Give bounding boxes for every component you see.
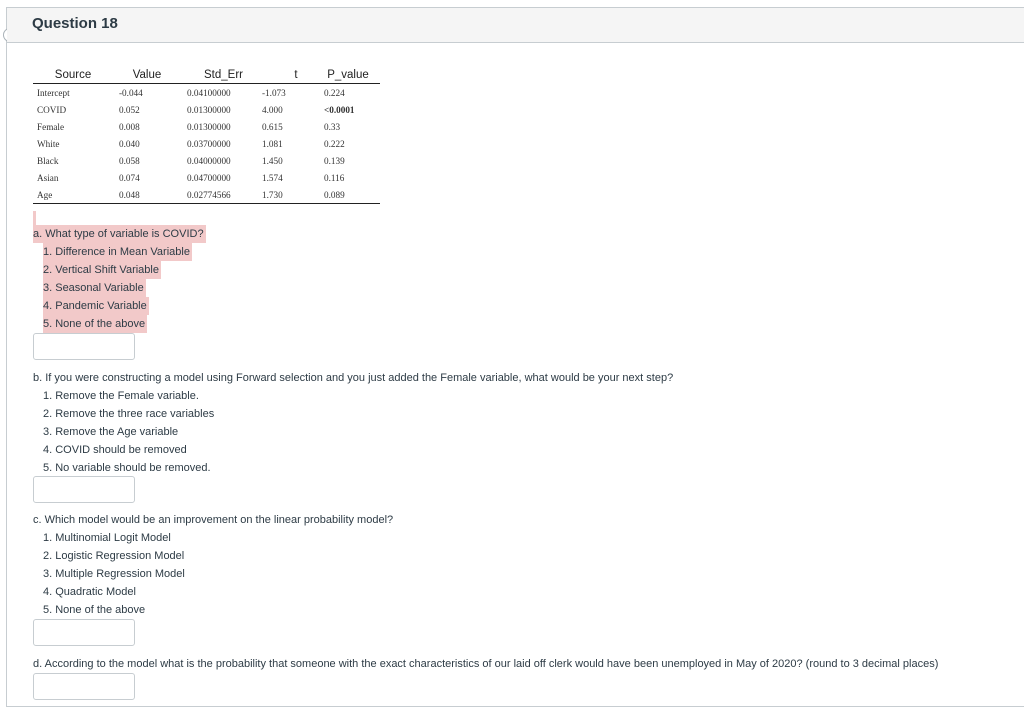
- table-cell: Black: [37, 155, 59, 166]
- table-cell: 0.03700000: [187, 138, 231, 149]
- table-row: [33, 101, 380, 118]
- part-a-option-line: [33, 243, 206, 261]
- table-cell: 0.048: [109, 186, 185, 204]
- table-cell: 0.074: [119, 172, 140, 183]
- part-a-option-line: [33, 315, 206, 333]
- part-c: [33, 511, 393, 619]
- part-a-option-line: [33, 297, 206, 315]
- table-cell: 0.052: [119, 104, 140, 115]
- table-cell: 0.224: [324, 87, 345, 98]
- part-a: [33, 225, 206, 333]
- part-a-option-4: 4. Pandemic Variable: [43, 297, 149, 315]
- table-cell: 1.730: [262, 186, 316, 204]
- table-cell: -0.044: [119, 87, 143, 98]
- part-a-prompt: a. What type of variable is COVID?: [33, 225, 206, 243]
- table-row: [33, 84, 380, 102]
- part-d-prompt: d. According to the model what is the probability that someone with the exact characteristics of our laid off clerk would have been unemployed in May of 2020? (round to 3 decimal places): [33, 658, 939, 670]
- part-c-answer-input[interactable]: [33, 619, 135, 646]
- table-cell: 0.33: [324, 121, 341, 132]
- part-c-option-2: 2. Logistic Regression Model: [43, 550, 185, 562]
- part-a-option-3: 3. Seasonal Variable: [43, 279, 146, 297]
- table-row: [33, 169, 380, 186]
- part-b-option-2: 2. Remove the three race variables: [43, 408, 215, 420]
- highlight-marker: [33, 211, 36, 225]
- table-cell: Asian: [37, 172, 59, 183]
- column-header-value: Value: [109, 65, 185, 84]
- part-b: [33, 369, 673, 477]
- table-cell: COVID: [37, 104, 67, 115]
- table-cell: 0.139: [324, 155, 345, 166]
- table-header-row: [33, 65, 380, 84]
- table-cell: 0.008: [119, 121, 140, 132]
- question-title: Question 18: [32, 15, 118, 32]
- part-a-option-1: 1. Difference in Mean Variable: [43, 243, 192, 261]
- part-b-option-4: 4. COVID should be removed: [43, 444, 187, 456]
- table-cell: 0.01300000: [187, 104, 231, 115]
- part-d-answer-input[interactable]: [33, 673, 135, 700]
- part-c-option-1: 1. Multinomial Logit Model: [43, 532, 171, 544]
- table-cell: 0.04000000: [187, 155, 231, 166]
- table-cell: 1.081: [262, 138, 283, 149]
- table-cell: 0.058: [119, 155, 140, 166]
- part-a-option-5: 5. None of the above: [43, 315, 147, 333]
- part-d: [33, 655, 938, 673]
- part-c-prompt: c. Which model would be an improvement on the linear probability model?: [33, 514, 394, 526]
- part-c-option-3: 3. Multiple Regression Model: [43, 568, 185, 580]
- table-cell: 1.574: [262, 172, 283, 183]
- table-cell: 0.04100000: [187, 87, 231, 98]
- table-cell: 0.116: [324, 172, 345, 183]
- regression-table: [33, 65, 380, 204]
- table-cell: -1.073: [262, 87, 286, 98]
- table-cell: Intercept: [37, 87, 70, 98]
- part-b-answer-input[interactable]: [33, 476, 135, 503]
- part-c-option-5: 5. None of the above: [43, 604, 146, 616]
- part-a-option-2: 2. Vertical Shift Variable: [43, 261, 161, 279]
- column-header-p-value: P_value: [316, 65, 380, 84]
- question-panel: [6, 7, 1024, 707]
- table-cell: 0.040: [119, 138, 140, 149]
- table-cell: 0.02774566: [185, 186, 262, 204]
- column-header-t: t: [262, 65, 316, 84]
- table-cell: <0.0001: [324, 104, 355, 115]
- part-b-option-1: 1. Remove the Female variable.: [43, 390, 199, 402]
- part-a-prompt-line: [33, 225, 206, 243]
- table-row: [33, 186, 380, 204]
- table-cell: White: [37, 138, 60, 149]
- table-cell: Female: [37, 121, 65, 132]
- table-row: [33, 135, 380, 152]
- table-cell: 0.01300000: [187, 121, 231, 132]
- table-cell: 4.000: [262, 104, 283, 115]
- part-b-option-5: 5. No variable should be removed.: [43, 462, 211, 474]
- column-header-source: Source: [33, 65, 109, 84]
- table-cell: 0.089: [316, 186, 380, 204]
- question-header: [7, 8, 1024, 43]
- table-row: [33, 118, 380, 135]
- column-header-std-err: Std_Err: [185, 65, 262, 84]
- part-a-answer-input[interactable]: [33, 333, 135, 360]
- part-b-option-3: 3. Remove the Age variable: [43, 426, 179, 438]
- table-cell: 0.222: [324, 138, 345, 149]
- table-cell: Age: [33, 186, 109, 204]
- part-c-option-4: 4. Quadratic Model: [43, 586, 136, 598]
- table-cell: 0.615: [262, 121, 283, 132]
- part-b-prompt: b. If you were constructing a model using Forward selection and you just added the Female variable, what would be your next step?: [33, 372, 674, 384]
- table-cell: 0.04700000: [187, 172, 231, 183]
- table-cell: 1.450: [262, 155, 283, 166]
- table-row: [33, 152, 380, 169]
- part-a-option-line: [33, 279, 206, 297]
- part-a-option-line: [33, 261, 206, 279]
